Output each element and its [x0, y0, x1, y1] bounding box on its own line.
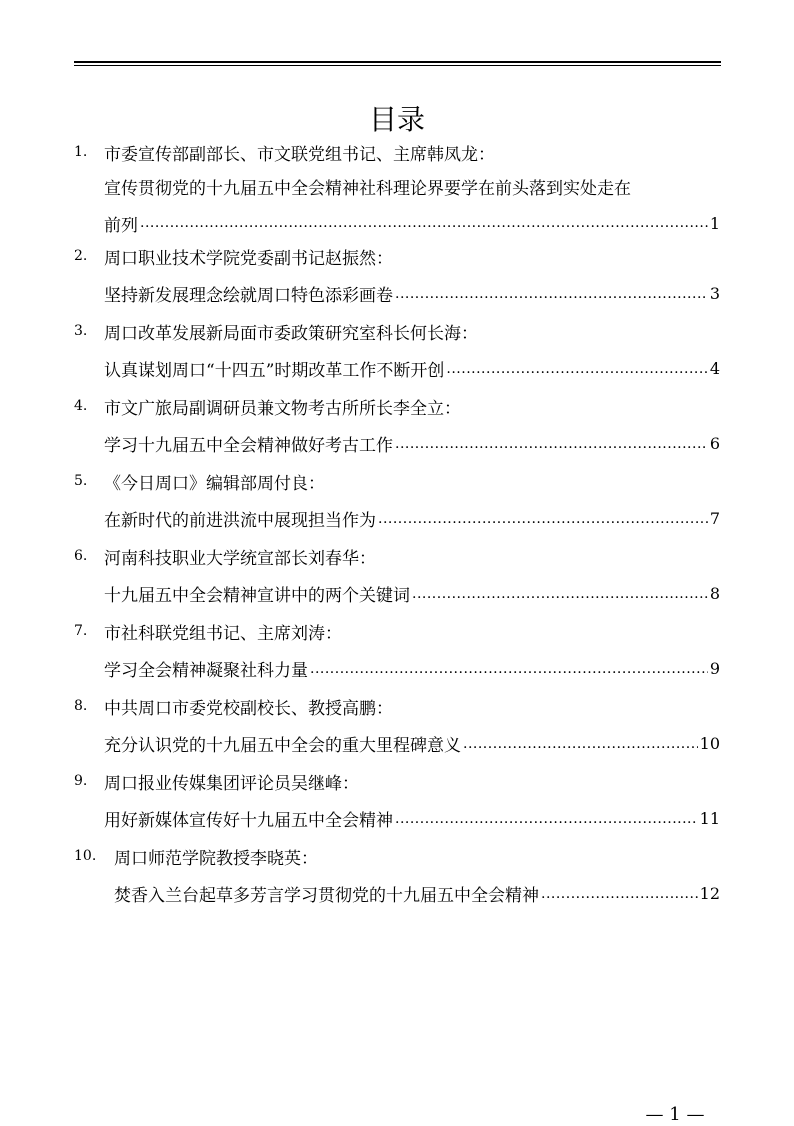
entry-number: 1. — [74, 144, 88, 160]
entry-title: 十九届五中全会精神宣讲中的两个关键词 — [104, 586, 410, 606]
toc-entry-5[interactable] — [74, 466, 720, 541]
dot-leader — [378, 511, 708, 527]
toc-entry-header — [74, 137, 720, 167]
toc-entry-1[interactable] — [74, 137, 720, 241]
entry-title-line — [74, 496, 720, 541]
entry-page-number: 9 — [709, 659, 720, 678]
dot-leader — [395, 436, 708, 452]
header-rule-thin — [74, 65, 721, 66]
entry-page-number: 10 — [699, 734, 720, 753]
toc-entry-header — [74, 391, 720, 421]
header-rule-thick — [74, 61, 721, 63]
entry-author: 《今日周口》编辑部周付良： — [104, 473, 325, 494]
entry-title-line — [74, 796, 720, 841]
entry-title-continued: 前列 — [104, 215, 138, 236]
entry-title-line — [74, 421, 720, 466]
entry-author: 周口师范学院教授李晓英： — [114, 848, 318, 869]
entry-author: 周口改革发展新局面市委政策研究室科长何长海： — [104, 323, 478, 344]
dot-leader — [463, 736, 698, 752]
toc-entry-header — [74, 241, 720, 271]
toc-entry-header — [74, 691, 720, 721]
entry-title: 坚持新发展理念绘就周口特色添彩画卷 — [104, 286, 393, 306]
toc-entry-10[interactable] — [74, 841, 720, 916]
dot-leader — [310, 661, 708, 677]
entry-page-number: 11 — [699, 809, 720, 828]
toc-entry-2[interactable] — [74, 241, 720, 316]
page-footer-number: — 1 — — [645, 1104, 705, 1125]
dot-leader — [446, 361, 707, 377]
toc-entry-9[interactable] — [74, 766, 720, 841]
toc-entry-7[interactable] — [74, 616, 720, 691]
entry-page-number: 4 — [709, 359, 720, 378]
entry-number: 3. — [74, 323, 88, 339]
entry-title: 在新时代的前进洪流中展现担当作为 — [104, 511, 376, 531]
entry-title-line — [74, 271, 720, 316]
dot-leader — [541, 886, 698, 902]
toc-entry-4[interactable] — [74, 391, 720, 466]
entry-title: 充分认识党的十九届五中全会的重大里程碑意义 — [104, 736, 461, 756]
entry-title-line — [74, 646, 720, 691]
toc-title: 目录 — [368, 103, 425, 136]
entry-number: 4. — [74, 398, 88, 414]
entry-author: 周口职业技术学院党委副书记赵振然： — [104, 248, 393, 269]
toc-entry-header — [74, 316, 720, 346]
toc-list — [74, 137, 720, 916]
entry-number: 9. — [74, 773, 88, 789]
entry-author: 中共周口市委党校副校长、教授高鹏： — [104, 698, 393, 719]
dot-leader — [395, 811, 698, 827]
toc-entry-8[interactable] — [74, 691, 720, 766]
entry-title: 宣传贯彻党的十九届五中全会精神社科理论界要学在前头落到实处走在 — [104, 178, 631, 199]
entry-title-line — [74, 167, 720, 205]
entry-author: 周口报业传媒集团评论员吴继峰： — [104, 773, 359, 794]
entry-page-number: 8 — [709, 584, 720, 603]
entry-author: 河南科技职业大学统宣部长刘春华： — [104, 548, 376, 569]
entry-page-number: 1 — [709, 213, 720, 233]
entry-title: 认真谋划周口“十四五”时期改革工作不断开创 — [104, 361, 445, 381]
entry-title: 学习十九届五中全会精神做好考古工作 — [104, 436, 393, 456]
entry-number: 5. — [74, 473, 88, 489]
toc-entry-header — [74, 616, 720, 646]
entry-title-line — [74, 721, 720, 766]
entry-page-number: 6 — [709, 434, 720, 453]
dot-leader — [395, 286, 708, 302]
toc-entry-6[interactable] — [74, 541, 720, 616]
entry-number: 10. — [74, 848, 97, 864]
toc-entry-3[interactable] — [74, 316, 720, 391]
entry-number: 2. — [74, 248, 88, 264]
entry-title-line — [74, 871, 720, 916]
toc-entry-header — [74, 541, 720, 571]
entry-author: 市社科联党组书记、主席刘涛： — [104, 623, 342, 644]
entry-title-line — [74, 346, 720, 391]
dot-leader — [412, 586, 708, 602]
toc-entry-header — [74, 466, 720, 496]
entry-page-number: 3 — [709, 284, 720, 303]
dot-leader — [140, 215, 708, 231]
entry-number: 6. — [74, 548, 88, 564]
entry-number: 7. — [74, 623, 88, 639]
entry-number: 8. — [74, 698, 88, 714]
toc-entry-header — [74, 766, 720, 796]
entry-title-line — [74, 571, 720, 616]
toc-entry-header — [74, 841, 720, 871]
entry-author: 市委宣传部副部长、市文联党组书记、主席韩凤龙： — [104, 144, 495, 165]
entry-title: 学习全会精神凝聚社科力量 — [104, 661, 308, 681]
entry-title: 用好新媒体宣传好十九届五中全会精神 — [104, 811, 393, 831]
entry-title: 焚香入兰台起草多芳言学习贯彻党的十九届五中全会精神 — [114, 886, 539, 906]
entry-title-line — [74, 205, 720, 241]
entry-author: 市文广旅局副调研员兼文物考古所所长李全立： — [104, 398, 461, 419]
entry-page-number: 7 — [709, 509, 720, 528]
entry-page-number: 12 — [699, 884, 720, 903]
